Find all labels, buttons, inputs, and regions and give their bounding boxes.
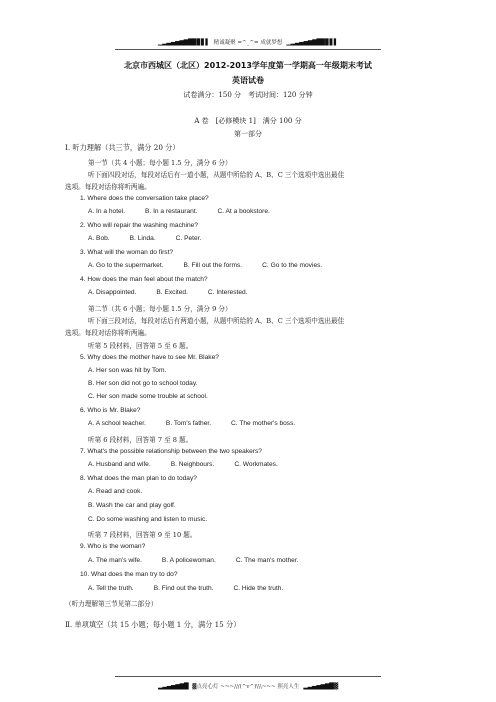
header-bars-left: ▁▂▃▄▅▆▇█▉▊▋▌ [157,38,210,46]
option-a: A. Go to the supermarket. [88,262,164,269]
question-7-options [88,461,278,468]
section1-sub1: 第一节（共 4 小题；每小题 1.5 分，满分 6 分） [88,159,232,167]
section1-heading: I. 听力理解（共三节，满分 20 分） [65,143,180,152]
exam-title: 北京市西城区（北区）2012-2013学年度第一学期高一年级期末考试 [124,61,372,70]
volume-label: A 卷 [必修模块 1] 满分 100 分 [194,117,302,125]
exam-info: 试卷满分：150 分 考试时间：120 分钟 [183,91,313,99]
question-8-stem: 8. What does the man plan to do today? [80,475,197,482]
option-a: A. In a hotel. [88,208,126,215]
question-8-option-c: C. Do some washing and listen to music. [88,516,208,523]
material-5-note: 听第 5 段材料，回答第 5 至 6 题。 [88,342,193,350]
page-header [115,36,381,48]
question-1-options [88,208,270,215]
question-7-stem: 7. What's the possible relationship between the two speakers? [80,448,262,455]
option-b: B. Fill out the forms. [183,262,243,269]
option-c: C. Go to the movies. [262,262,323,269]
question-5-option-b: B. Her son did not go to school today. [88,380,198,387]
question-2-stem: 2. Who will repair the washing machine? [80,222,199,229]
header-rule [115,49,381,50]
question-5-option-a: A. Her son was hit by Tom. [88,367,167,374]
question-4-options [88,289,248,296]
instructions1-line2: 选项。每段对话你将听两遍。 [65,183,151,191]
section2-heading: Ⅱ. 单项填空（共 15 小题；每小题 1 分，满分 15 分） [65,620,241,629]
option-c: C. Interested. [207,289,248,296]
option-a: A. Bob. [88,235,110,242]
question-1-stem: 1. Where does the conversation take place? [80,195,209,202]
question-8-option-a: A. Read and cook. [88,488,143,495]
option-b: B. Neighbours. [170,461,215,468]
option-c: C. The mother's boss. [231,420,296,427]
instructions2-line1: 听下面三段对话，每段对话后有两道小题，从题中所给的 A、B、C 三个选项中选出最佳 [88,317,345,325]
instructions1-line1: 听下面四段对话，每段对话后有一道小题，从题中所给的 A、B、C 三个选项中选出最佳 [88,171,345,179]
option-b: B. Find out the truth. [153,585,214,592]
option-a: A. A school teacher. [88,420,146,427]
section1-sub2: 第二节（共 6 小题；每小题 1.5 分，满分 9 分） [88,305,232,313]
question-5-option-c: C. Her son made some trouble at school. [88,393,208,400]
question-6-options [88,420,295,427]
question-10-options [88,585,283,592]
question-5-stem: 5. Why does the mother have to see Mr. Blake? [80,354,219,361]
option-b: B. In a restaurant. [145,208,198,215]
option-b: B. Excited. [156,289,188,296]
material-6-note: 听第 6 段材料，回答第 7 至 8 题。 [88,436,193,444]
question-9-options [88,557,299,564]
option-c: C. At a bookstore. [217,208,270,215]
footer-text: ▓点亮心灯 ~~~///(^v^)\\\~~~ 照亮人生 [192,684,300,690]
option-b: B. Linda. [129,235,156,242]
part-label: 第一部分 [234,130,262,138]
instructions2-line2: 选项。每段对话你将听两遍。 [65,329,151,337]
footer-bars-right: ▂▃▄▅▆▇█▓ [303,682,338,690]
option-a: A. Husband and wife. [88,461,151,468]
option-a: A. The man's wife. [88,557,142,564]
option-b: B. A policewoman. [161,557,216,564]
header-bars-right: ▁▂▃▄▅▆▇█▉▊▋▌ [286,38,339,46]
question-3-options [88,262,322,269]
footer-bars-left: ▂▃▄▅▆▇█ [158,682,189,690]
listening-note: （听力理解第三节见第二部分） [65,600,158,608]
exam-subtitle: 英语试卷 [232,76,264,85]
question-9-stem: 9. Who is the woman? [80,543,146,550]
question-4-stem: 4. How does the man feel about the match? [80,276,208,283]
option-a: A. Disappointed. [88,289,137,296]
question-6-stem: 6. Who is Mr. Blake? [80,407,141,414]
material-7-note: 听第 7 段材料，回答第 9 至 10 题。 [88,531,197,539]
page-footer [115,680,381,692]
header-text: 精诚凝聚 =^_^= 成就梦想 [213,40,283,46]
option-a: A. Tell the truth. [88,585,134,592]
question-8-option-b: B. Wash the car and play golf. [88,502,176,509]
question-3-stem: 3. What will the woman do first? [80,249,174,256]
option-c: C. Workmates. [234,461,278,468]
option-c: C. The man's mother. [235,557,299,564]
option-c: C. Peter. [175,235,202,242]
option-b: B. Tom's father. [165,420,212,427]
question-2-options [88,235,201,242]
option-c: C. Hide the truth. [233,585,284,592]
footer-rule [115,676,381,677]
question-10-stem: 10. What does the man try to do? [80,571,178,578]
